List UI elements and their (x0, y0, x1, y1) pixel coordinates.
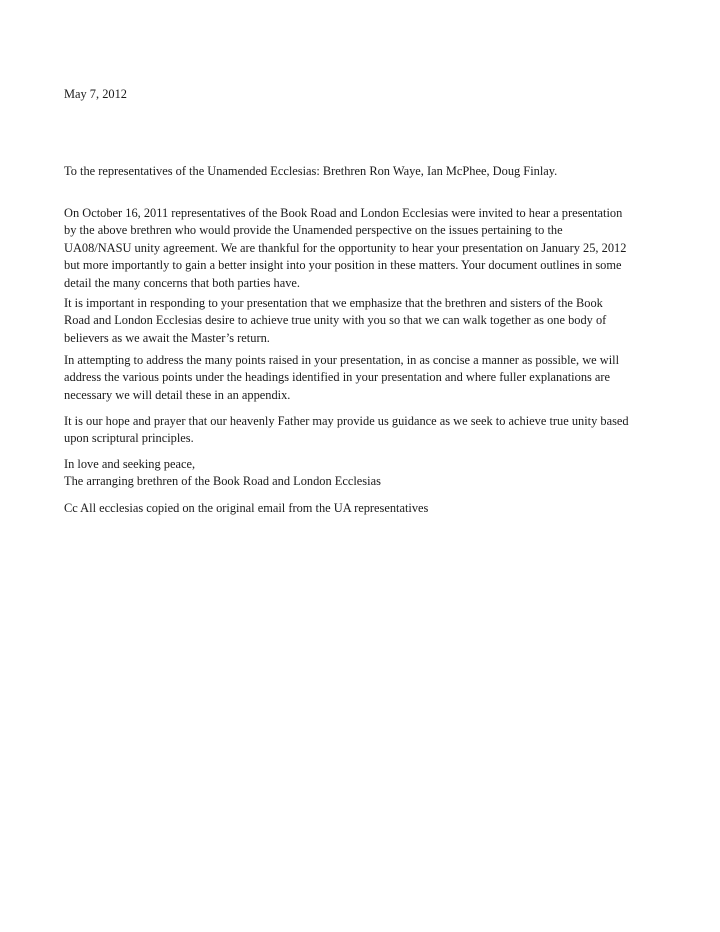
letter-salutation: To the representatives of the Unamended Ecclesias: Brethren Ron Waye, Ian McPhee, Doug Finlay. (64, 164, 558, 178)
paragraph-line: but more importantly to gain a better insight into your position in these matters. Your document outlines in some (64, 258, 622, 273)
letter-cc: Cc All ecclesias copied on the original email from the UA representatives (64, 501, 429, 515)
paragraph-line: UA08/NASU unity agreement. We are thankful for the opportunity to hear your presentation on January 25, 2012 (64, 240, 627, 255)
paragraph-presentation (64, 205, 660, 292)
paragraph-line: by the above brethren who would provide the Unamended perspective on the issues pertaining to the (64, 223, 563, 238)
paragraph-line: It is our hope and prayer that our heavenly Father may provide us guidance as we seek to achieve true unity based (64, 414, 629, 428)
closing-line: In love and seeking peace, (64, 457, 196, 471)
paragraph-line: upon scriptural principles. (64, 431, 194, 446)
paragraph-line: detail the many concerns that both parties have. (64, 275, 301, 290)
paragraph-line: In attempting to address the many points raised in your presentation, in as concise a manner as possible, we will (64, 353, 620, 367)
letter-date: May 7, 2012 (64, 87, 127, 101)
paragraph-line: It is important in responding to your presentation that we emphasize that the brethren and sisters of the Book (64, 296, 603, 310)
paragraph-line: believers as we await the Master’s return. (64, 330, 270, 345)
paragraph-unity (64, 295, 660, 347)
paragraph-prayer (64, 413, 660, 448)
closing-signature: The arranging brethren of the Book Road and London Ecclesias (64, 474, 381, 489)
paragraph-approach (64, 352, 660, 404)
paragraph-line: Road and London Ecclesias desire to achieve true unity with you so that we can walk together as one body of (64, 313, 607, 328)
paragraph-line: address the various points under the headings identified in your presentation and where fuller explanations are (64, 370, 611, 385)
letter-closing (64, 456, 660, 491)
paragraph-line: necessary we will detail these in an appendix. (64, 387, 291, 402)
paragraph-line: On October 16, 2011 representatives of the Book Road and London Ecclesias were invited to hear a presentation (64, 206, 623, 220)
